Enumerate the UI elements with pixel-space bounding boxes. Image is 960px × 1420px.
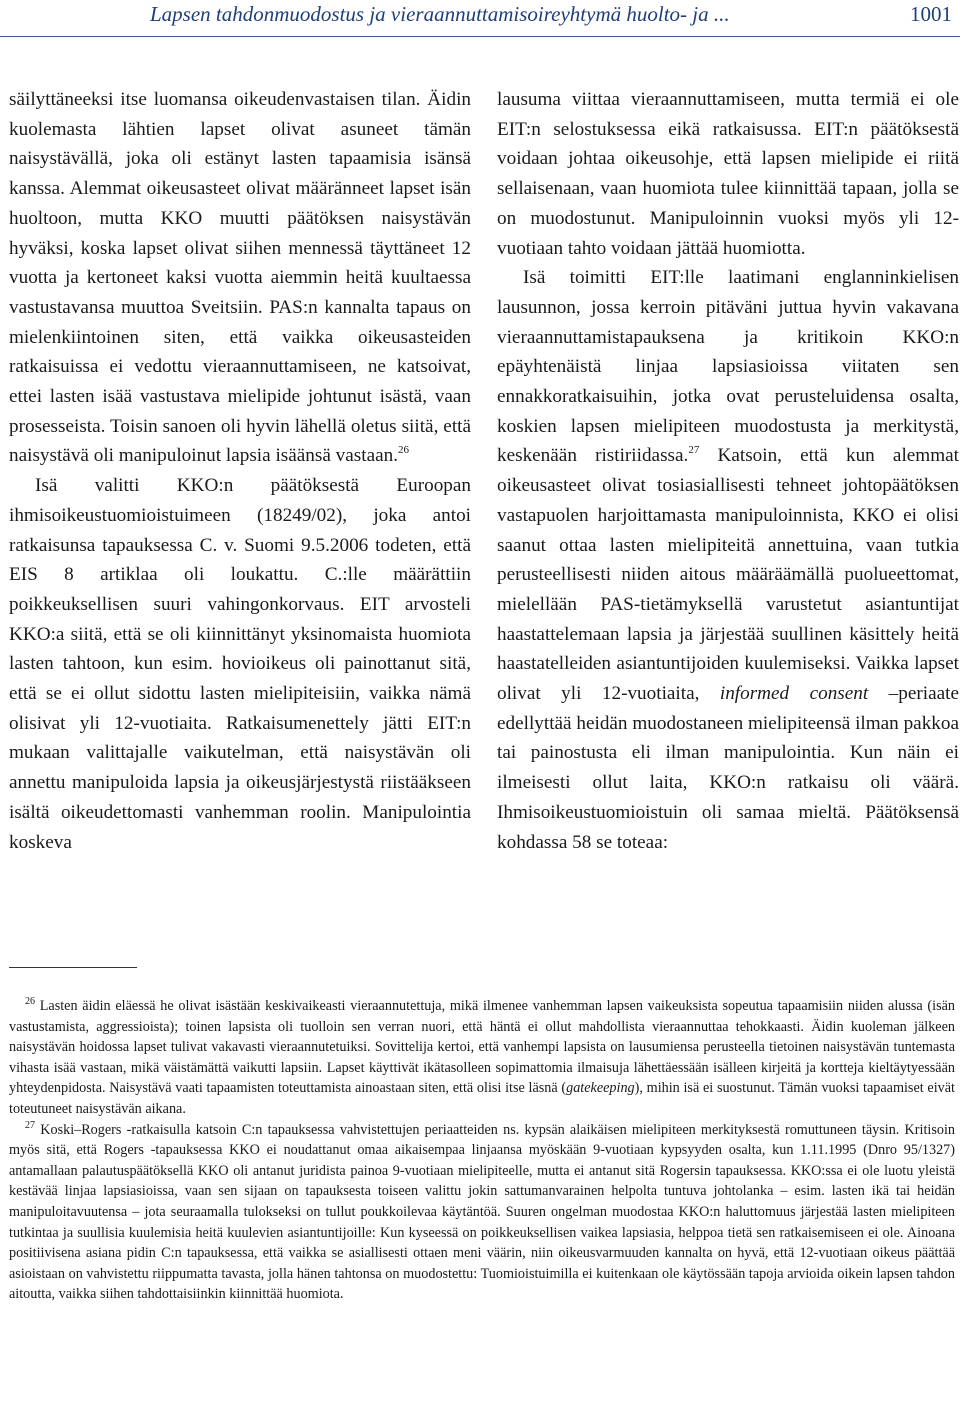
paragraph-text: lausuma viittaa vieraannuttamiseen, mutta termiä ei ole EIT:n selostuksessa eikä ratkaisussa. EIT:n päätöksestä voidaan johtaa oikeusohje, että lapsen mielipide ei riitä sellaisenaan, vaan huomiota tulee kiinnittää tapaan, jolla se on muodostunut. Manipuloinnin vuoksi myös yli 12-vuotiaan tahto voidaan jättää huomiotta. [497, 89, 959, 259]
italic-term: gatekeeping [566, 1080, 635, 1097]
paragraph-text: Katsoin, että kun alemmat oikeusasteet olivat tosiasiallisesti tehneet johtopäätöksen vastapuolen harjoittamasta manipuloinnista, KKO ei olisi saanut ottaa lasten mielipiteitä annettuina, vaan tutkia perusteellisesti niiden aitous määräämällä puolueettomat, mielellään PAS-tietämyksellä varustetut asiantuntijat haastattelemaan lapsia ja järjestää suullinen käsittely heitä haastatelleiden asiantuntijoiden kuulemiseksi. Vaikka lapset olivat yli 12-vuotiaita, [497, 445, 959, 705]
paragraph [497, 85, 959, 263]
paragraph-text: Isä toimitti EIT:lle laatimani englanninkielisen lausunnon, jossa kerroin pitäväni juttua hyvin vakavana vieraannuttamistapauksena ja kritikoin KKO:n epäyhtenäistä linjaa lapsiasioissa viitaten sen ennakkoratkaisuihin, jotka ovat perusteluidensa osalta, koskien lapsen mielipiteen muodostusta ja merkitystä, keskenään ristiriidassa. [497, 267, 959, 467]
footnote-ref[interactable]: 26 [398, 444, 409, 457]
footnote-27 [9, 1120, 955, 1305]
footnote-text: ), mihin isä ei suostunut. Tämän vuoksi tapaamiset eivät toteutuneet naisystävän aikana. [9, 1080, 955, 1117]
paragraph-text: Isä valitti KKO:n päätöksestä Euroopan ihmisoikeustuomioistuimeen (18249/02), joka antoi ratkaisunsa tapauksessa C. v. Suomi 9.5.2006 todeten, että EIS 8 artiklaa oli loukattu. C.:lle määrättiin poikkeuksellisen suuri vahingonkorvaus. EIT arvosteli KKO:a siitä, että se oli kiinnittänyt yksinomaista huomiota lasten tahtoon, kun esim. hovioikeus oli painottanut sitä, että se ei ollut sidottu lasten mielipiteisiin, vaikka nämä olisivat yli 12-vuotiaita. Ratkaisumenettely jätti EIT:n mukaan valittajalle vaikutelman, että naisystävän oli annettu manipuloida lapsia ja oikeusjärjestystä riistääkseen isältä oikeudettomasti vanhemman roolin. Manipulointia koskeva [9, 475, 471, 853]
italic-term: informed consent [719, 683, 869, 705]
paragraph [9, 471, 471, 857]
paragraph-text: –periaate edellyttää heidän muodostaneen mielipiteensä ilman pakkoa tai painostusta eli ilman manipulointia. Kun näin ei ilmeisesti ollut laita, KKO:n ratkaisu oli väärä. Ihmisoikeustuomioistuin oli samaa mieltä. Päätöksensä kohdassa 58 se toteaa: [497, 683, 959, 853]
page-number: 1001 [910, 2, 952, 26]
footnote-number: 27 [25, 1119, 35, 1131]
running-title: Lapsen tahdonmuodostus ja vieraannuttamisoireyhtymä huolto- ja ... [150, 2, 730, 26]
footnote-text: Lasten äidin eläessä he olivat isästään keskivaikeasti vieraannutettuja, mikä ilmenee vanhemman lapsen vaikeuksista sopeutua tapaamisiin niiden alussa (isän vastustamista, aggressioista); toinen lapsista oli tuolloin sen verran nuori, että häntä ei ollut mahdollista vieraannuttaa tehokkaasti. Äidin kuoleman jälkeen naisystävän hoidossa lapset tulivat vakavasti vieraannutetuiksi. Sovittelija kertoi, että vanhempi lapsista on lausumiensa perusteella tietoinen naisystävän tuntemasta vihasta isää vastaan, mikä väistämättä vaikutti lapsiin. Lapset käyttivät ikätasolleen sopimattomia ilmaisuja lähettäessään isälleen kirjeitä ja kortteja kieltäytyessään yhteydenpidosta. Naisystävä vaati tapaamisten toteuttamista ainoastaan siten, että olisi itse läsnä ( [9, 998, 956, 1097]
footnote-divider [9, 967, 137, 968]
footnote-text: Koski–Rogers -ratkaisulla katsoin C:n tapauksessa vahvistettujen periaatteiden ns. kypsän alaikäisen mielipiteen merkityksestä romuttuneen täysin. Kritisoin myös sitä, että Rogers -tapauksessa KKO ei noudattanut omaa aikaisempaa linjaansa myöskään 9-vuotiaan kypsyyden osalta, kun 1.11.1995 (Dnro 95/1327) antamallaan palautuspäätöksellä KKO oli antanut juridista painoa 9-vuotiaan mielipiteelle, mutta ei antanut sitä Rogersin tapauksessa. KKO:ssa ei ole luotu yleistä kestävää linjaa lapsiasioissa, vaan sen sijaan on tapauksesta toiseen valittu jokin sattumanvarainen helpolta tuntuva johtolanka – esim. lasten ikä tai heidän manipuloitavuutensa – jota seuraamalla tulokseksi on tullut poukkoilevaa käytäntöä. Suuren ongelman muodostaa KKO:n haluttomuus järjestää lasten mielipiteen tutkintaa ja suullisia kuulemisia heitä kuulevien asiantuntijoille: Kun kyseessä on poikkeuksellisen vaikea lapsiasia, helppoa tietä sen ratkaisemiseen ei ole. Ainoana positiivisena asiana pidin C:n tapauksessa, että vaikka se asiallisesti ottaen meni väärin, niin oikeusvarmuuden kannalta on hyvä, että 12-vuotiaan oikeus päättää asioistaan on vahvistettu riippumatta tavasta, jolla hänen tahtonsa on muodostettu: Tuomioistuimilla ei kuitenkaan ole käytössään tapoja arvioida oikein lapsen tahdon aitoutta, vaikka siihen tahdottaisiinkin kiinnittää huomiota. [9, 1121, 956, 1303]
paragraph [497, 263, 959, 857]
running-header [0, 0, 960, 37]
left-column [9, 85, 471, 857]
footnote-number: 26 [25, 996, 35, 1007]
footnote-26 [9, 996, 955, 1120]
paragraph-text: säilyttäneeksi itse luomansa oikeudenvastaisen tilan. Äidin kuolemasta lähtien lapset olivat asuneet tämän naisystävällä, joka oli estänyt lasten tapaamisia isänsä kanssa. Alemmat oikeusasteet olivat määränneet lapset isän huoltoon, mutta KKO muutti päätöksen naisystävän hyväksi, koska lapset olivat siihen mennessä täyttäneet 12 vuotta ja kertoneet kaksi vuotta aiemmin heitä kuultaessa vastustavansa muuttoa Sveitsiin. PAS:n kannalta tapaus on mielenkiintoinen siten, että vaikka oikeusasteiden ratkaisuissa ei vedottu vieraannuttamiseen, ne katsoivat, ettei lasten isää vastustava mielipide johtunut isästä, vaan prosesseista. Toisin sanoen oli hyvin lähellä oletus siitä, että naisystävä oli manipuloinut lapsia isäänsä vastaan. [9, 89, 471, 467]
right-column [497, 85, 959, 857]
paragraph [9, 85, 471, 471]
footnotes [9, 996, 955, 1305]
footnote-ref[interactable]: 27 [688, 444, 700, 457]
